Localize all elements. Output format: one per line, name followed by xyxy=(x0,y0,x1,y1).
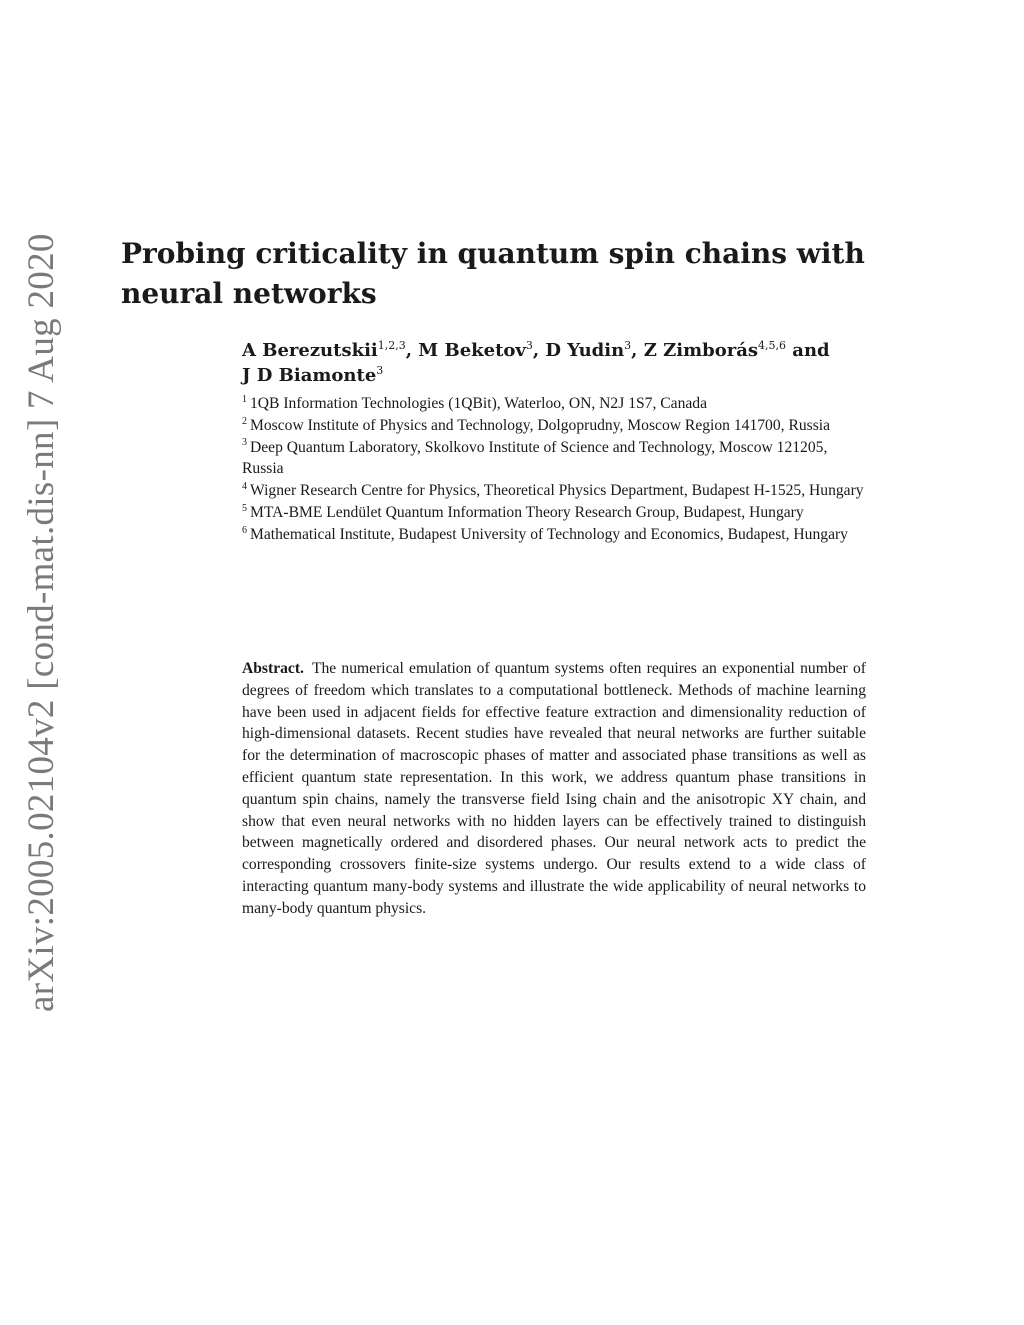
author-affiliation-marks: 1,2,3 xyxy=(377,339,406,352)
affiliation-item xyxy=(242,524,870,546)
affiliation-text: Mathematical Institute, Budapest University of Technology and Economics, Budapest, Hungary xyxy=(250,525,848,543)
affiliation-number: 5 xyxy=(242,502,247,514)
affiliation-item xyxy=(242,480,870,502)
author-name: D Yudin xyxy=(545,340,625,361)
abstract xyxy=(242,658,866,920)
author-name: A Berezutskii xyxy=(242,340,378,361)
affiliation-number: 1 xyxy=(242,393,247,405)
author-affiliation-marks: 3 xyxy=(525,339,533,352)
author-affiliation-marks: 4,5,6 xyxy=(758,339,787,352)
arxiv-identifier: arXiv:2005.02104v2 [cond-mat.dis-nn] 7 Aug 2020 xyxy=(21,233,62,1012)
affiliation-text: Wigner Research Centre for Physics, Theoretical Physics Department, Budapest H-1525, Hungary xyxy=(250,482,864,500)
author-affiliation-marks: 3 xyxy=(376,364,384,377)
affiliation-text: Deep Quantum Laboratory, Skolkovo Institute of Science and Technology, Moscow 121205, Russia xyxy=(242,438,828,478)
affiliation-text: 1QB Information Technologies (1QBit), Waterloo, ON, N2J 1S7, Canada xyxy=(250,395,708,412)
author-separator: and xyxy=(786,340,830,361)
affiliation-item xyxy=(242,502,870,524)
author-affiliation-marks: 3 xyxy=(624,339,632,352)
author-name: J D Biamonte xyxy=(242,365,377,386)
affiliation-number: 2 xyxy=(242,415,247,427)
author-separator: , xyxy=(405,340,419,361)
affiliation-text: Moscow Institute of Physics and Technology, Dolgoprudny, Moscow Region 141700, Russia xyxy=(250,416,831,434)
affiliation-item xyxy=(242,437,870,481)
paper-title: Probing criticality in quantum spin chains with neural networks xyxy=(121,237,865,310)
author-separator: , xyxy=(631,340,644,361)
affiliation-item xyxy=(242,393,870,415)
author-separator: , xyxy=(532,340,546,361)
author-name: Z Zimborás xyxy=(643,340,759,361)
affiliation-list xyxy=(242,393,870,546)
affiliation-number: 3 xyxy=(242,437,247,449)
author-list xyxy=(242,338,882,388)
affiliation-number: 6 xyxy=(242,524,247,536)
author-name: M Beketov xyxy=(418,340,526,361)
affiliation-text: MTA-BME Lendület Quantum Information Theory Research Group, Budapest, Hungary xyxy=(250,503,804,521)
affiliation-number: 4 xyxy=(242,481,247,492)
abstract-text: The numerical emulation of quantum systems often requires an exponential number of degrees of freedom which translates to a computational bottleneck. Methods of machine learning have been used in adjacent fields for effective feature extraction and dimensionality reduction of high-dimensional datasets. Recent studies have revealed that neural networks are further suitable for the determination of macroscopic phases of matter and associated phase transitions as well as efficient quantum state representation. In this work, we address quantum phase transitions in quantum spin chains, namely the transverse field Ising chain and the anisotropic XY chain, and show that even neural networks with no hidden layers can be effectively trained to distinguish between magnetically ordered and disordered phases. Our neural network acts to predict the corresponding crossovers finite-size systems undergo. Our results extend to a wide class of interacting quantum many-body systems and illustrate the wide applicability of neural networks to many-body quantum physics. xyxy=(242,660,866,917)
affiliation-item xyxy=(242,415,870,437)
abstract-label: Abstract. xyxy=(242,660,304,677)
